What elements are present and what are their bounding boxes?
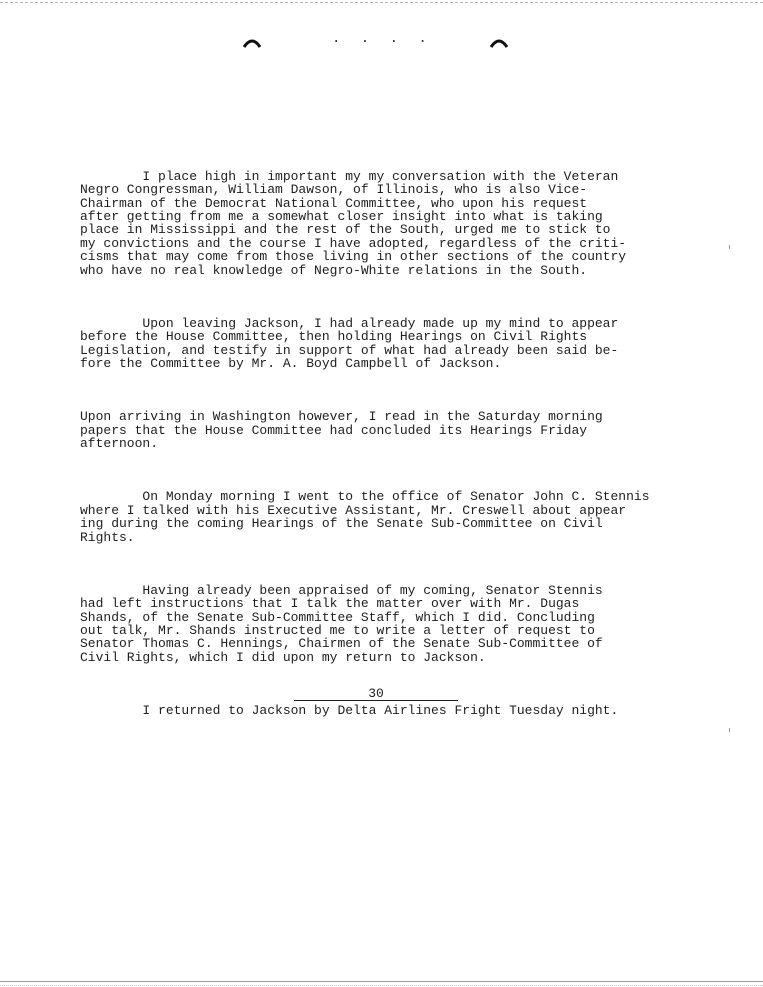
page-bottom-edge-dotted [0,985,763,986]
binder-hole-mark-left [242,33,262,53]
paragraph-monday-morning: On Monday morning I went to the office of Senator John C. Stennis where I talked with his Executive Assistant, Mr. Creswell about appear ing during the coming Hearings of the Senate Sub-Committee on Civil Rights. [80,489,650,545]
binder-hole-mark-right [489,33,509,53]
paragraph-stennis-instructions: Having already been appraised of my coming, Senator Stennis had left instructions that I talk the matter over with Mr. Dugas Shands, of the Senate Sub-Committee Staff, which I did. Concluding out talk, Mr. Shands instructed me to write a letter of request to Senator Thomas C. Hennings, Chairmen of the Senate Sub-Committee of Civil Rights, which I did upon my return to Jackson. [80,582,603,665]
paragraph-dawson: I place high in important my my conversation with the Veteran Negro Congressman, William Dawson, of Illinois, who is also Vice- Chairman of the Democrat National Committee, who upon his request after getting from me a somewhat closer insight into what is taking place in Mississippi and the rest of the South, urged me to stick to my convictions and the course I have adopted, regardless of the criti- cisms that may come from those living in other sections of the country who have no real knowledge of Negro-White relations in the South. [80,168,627,278]
document-body [80,143,720,744]
paragraph-leaving-jackson: Upon leaving Jackson, I had already made up my mind to appear before the House Committee, then holding Hearings on Civil Rights Legislation, and testify in support of what had already been said be- fore the Committee by Mr. A. Boyd Campbell of Jackson. [80,315,619,372]
page-bottom-edge [0,981,763,982]
page-top-edge [0,2,763,3]
paragraph-return-jackson: I returned to Jackson by Delta Airlines Fright Tuesday night. [80,703,619,719]
page-number-rule [294,700,458,701]
margin-tick [729,245,730,249]
top-dots: . . . . [332,31,433,47]
margin-tick [729,728,730,732]
page-number: 30 [368,686,384,701]
paragraph-arriving-washington: Upon arriving in Washington however, I read in the Saturday morning papers that the House Committee had concluded its Hearings Friday afternoon. [80,409,603,452]
